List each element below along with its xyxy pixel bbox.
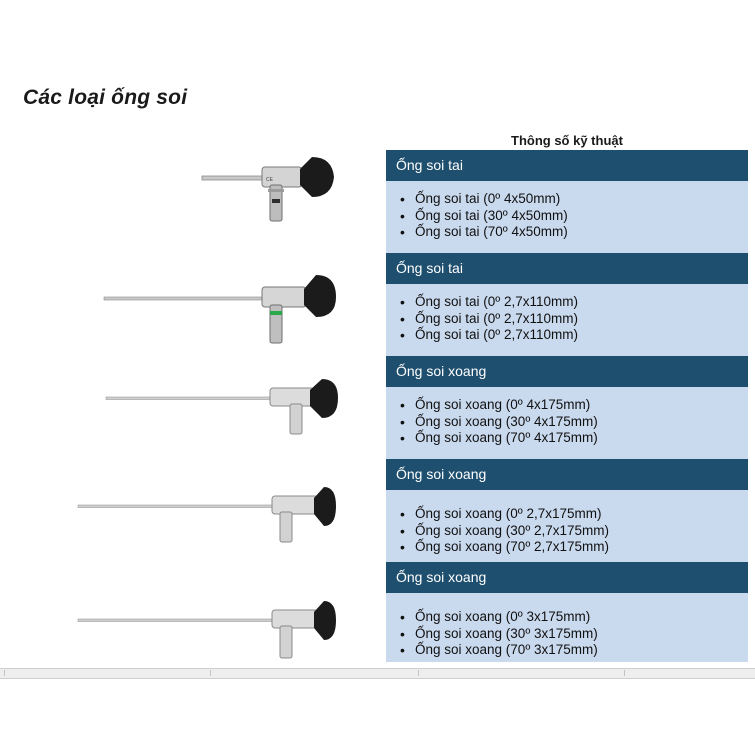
- section-body: [386, 490, 748, 562]
- sinuscope-2-7x175-image: [76, 486, 338, 548]
- sinuscope-3x175-image: [76, 600, 338, 664]
- specs-heading: Thông số kỹ thuật: [511, 133, 623, 148]
- svg-text:CE: CE: [266, 177, 273, 183]
- list-item: • Ống soi tai (0º 4x50mm): [396, 191, 738, 208]
- otoscope-2-7x110-image: [102, 273, 338, 347]
- specs-table: [386, 150, 748, 662]
- horizontal-scrollbar[interactable]: [0, 668, 755, 679]
- section-header: Ống soi xoang: [386, 459, 748, 490]
- section-body: [386, 387, 748, 459]
- list-item: • Ống soi xoang (0º 3x175mm): [396, 609, 738, 626]
- list-item: • Ống soi xoang (70º 4x175mm): [396, 430, 738, 447]
- spec-section: [386, 356, 748, 459]
- section-header: Ống soi xoang: [386, 356, 748, 387]
- list-item: • Ống soi tai (0º 2,7x110mm): [396, 294, 738, 311]
- spec-section: [386, 562, 748, 662]
- section-header: Ống soi tai: [386, 253, 748, 284]
- sinuscope-4x175-image: [104, 378, 340, 440]
- otoscope-4x50-image: [200, 155, 336, 227]
- list-item: • Ống soi tai (0º 2,7x110mm): [396, 327, 738, 344]
- list-item: • Ống soi xoang (70º 3x175mm): [396, 642, 738, 659]
- spec-section: [386, 253, 748, 356]
- spec-section: [386, 459, 748, 562]
- list-item: • Ống soi xoang (0º 2,7x175mm): [396, 506, 738, 523]
- list-item: • Ống soi xoang (30º 2,7x175mm): [396, 523, 738, 540]
- list-item: • Ống soi tai (30º 4x50mm): [396, 208, 738, 225]
- list-item: • Ống soi tai (0º 2,7x110mm): [396, 311, 738, 328]
- section-body: [386, 284, 748, 356]
- section-body: [386, 181, 748, 253]
- section-header: Ống soi tai: [386, 150, 748, 181]
- list-item: • Ống soi xoang (30º 4x175mm): [396, 414, 738, 431]
- page-title: Các loại ống soi: [23, 86, 188, 109]
- list-item: • Ống soi xoang (0º 4x175mm): [396, 397, 738, 414]
- list-item: • Ống soi xoang (70º 2,7x175mm): [396, 539, 738, 556]
- list-item: • Ống soi tai (70º 4x50mm): [396, 224, 738, 241]
- spec-section: [386, 150, 748, 253]
- list-item: • Ống soi xoang (30º 3x175mm): [396, 626, 738, 643]
- section-header: Ống soi xoang: [386, 562, 748, 593]
- section-body: [386, 593, 748, 662]
